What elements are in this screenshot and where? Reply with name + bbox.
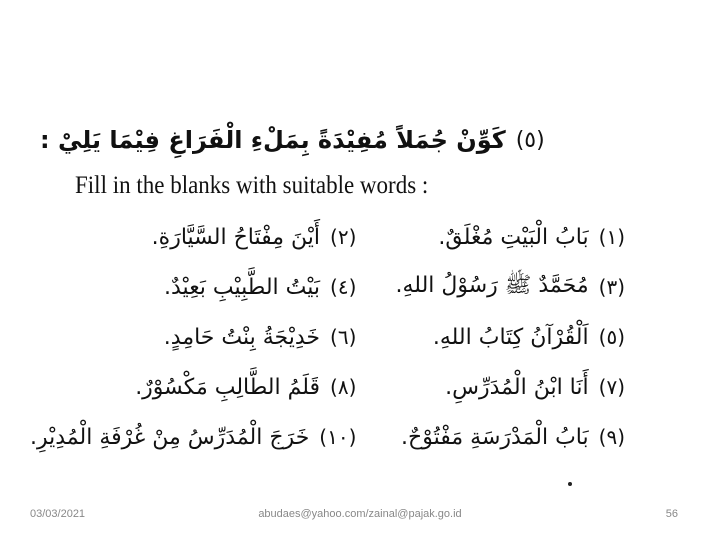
sentence-number: (١) — [598, 225, 625, 249]
sentence-3 — [376, 262, 630, 312]
footer-date: 03/03/2021 — [30, 508, 86, 520]
sentence-text: بَيْتُ الطَّبِيْبِ بَعِيْدٌ. — [164, 274, 321, 300]
sentence-number: (٧) — [598, 375, 625, 399]
sentence-7 — [376, 362, 630, 412]
sentence-8 — [30, 362, 356, 412]
sentence-text: أَيْنَ مِفْتَاحُ السَّيَّارَةِ. — [151, 224, 321, 250]
sentence-6 — [30, 312, 356, 362]
sentence-1 — [376, 212, 630, 262]
footer-email: abudaes@yahoo.com/zainal@pajak.go.id — [258, 508, 462, 520]
exercise-number: (٥) — [515, 127, 545, 153]
sentence-10 — [30, 412, 356, 462]
sentence-text: قَلَمُ الطَّالِبِ مَكْسُوْرٌ. — [135, 374, 321, 400]
sentence-number: (٢) — [330, 225, 357, 249]
sentence-number: (١٠) — [319, 425, 357, 449]
sentence-text: أَنَا ابْنُ الْمُدَرِّسِ. — [445, 374, 589, 400]
exercise-header — [40, 120, 680, 160]
sentence-4 — [30, 262, 356, 312]
sentence-text: مُحَمَّدٌ ﷺ رَسُوْلُ اللهِ. — [395, 273, 589, 298]
sentence-5 — [376, 312, 630, 362]
exercise-title: كَوِّنْ جُمَلاً مُفِيْدَةً بِمَلْءِ الْفَرَاغِ فِيْمَا يَلِيْ : — [40, 126, 506, 154]
sentence-text: بَابُ الْبَيْتِ مُغْلَقٌ. — [438, 224, 589, 250]
sentence-text: اَلْقُرْآنُ كِتَابُ اللهِ. — [432, 324, 589, 350]
sentence-number: (٦) — [330, 325, 357, 349]
sentence-number: (٨) — [330, 375, 357, 399]
instruction-text: Fill in the blanks with suitable words : — [75, 172, 429, 199]
page-number: 56 — [665, 508, 678, 520]
scan-speck — [568, 482, 572, 486]
sentence-number: (٣) — [598, 275, 625, 299]
slide-footer — [0, 508, 720, 524]
sentence-grid — [30, 212, 630, 462]
sentence-9 — [376, 412, 630, 462]
sentence-2 — [30, 212, 356, 262]
sentence-number: (٤) — [330, 275, 357, 299]
sentence-number: (٩) — [598, 425, 625, 449]
sentence-number: (٥) — [598, 325, 625, 349]
sentence-text: خَدِيْجَةُ بِنْتُ حَامِدٍ. — [163, 324, 321, 350]
sentence-text: خَرَجَ الْمُدَرِّسُ مِنْ غُرْفَةِ الْمُدِيْرِ. — [30, 424, 310, 450]
sentence-text: بَابُ الْمَدْرَسَةِ مَفْتُوْحٌ. — [401, 424, 589, 450]
